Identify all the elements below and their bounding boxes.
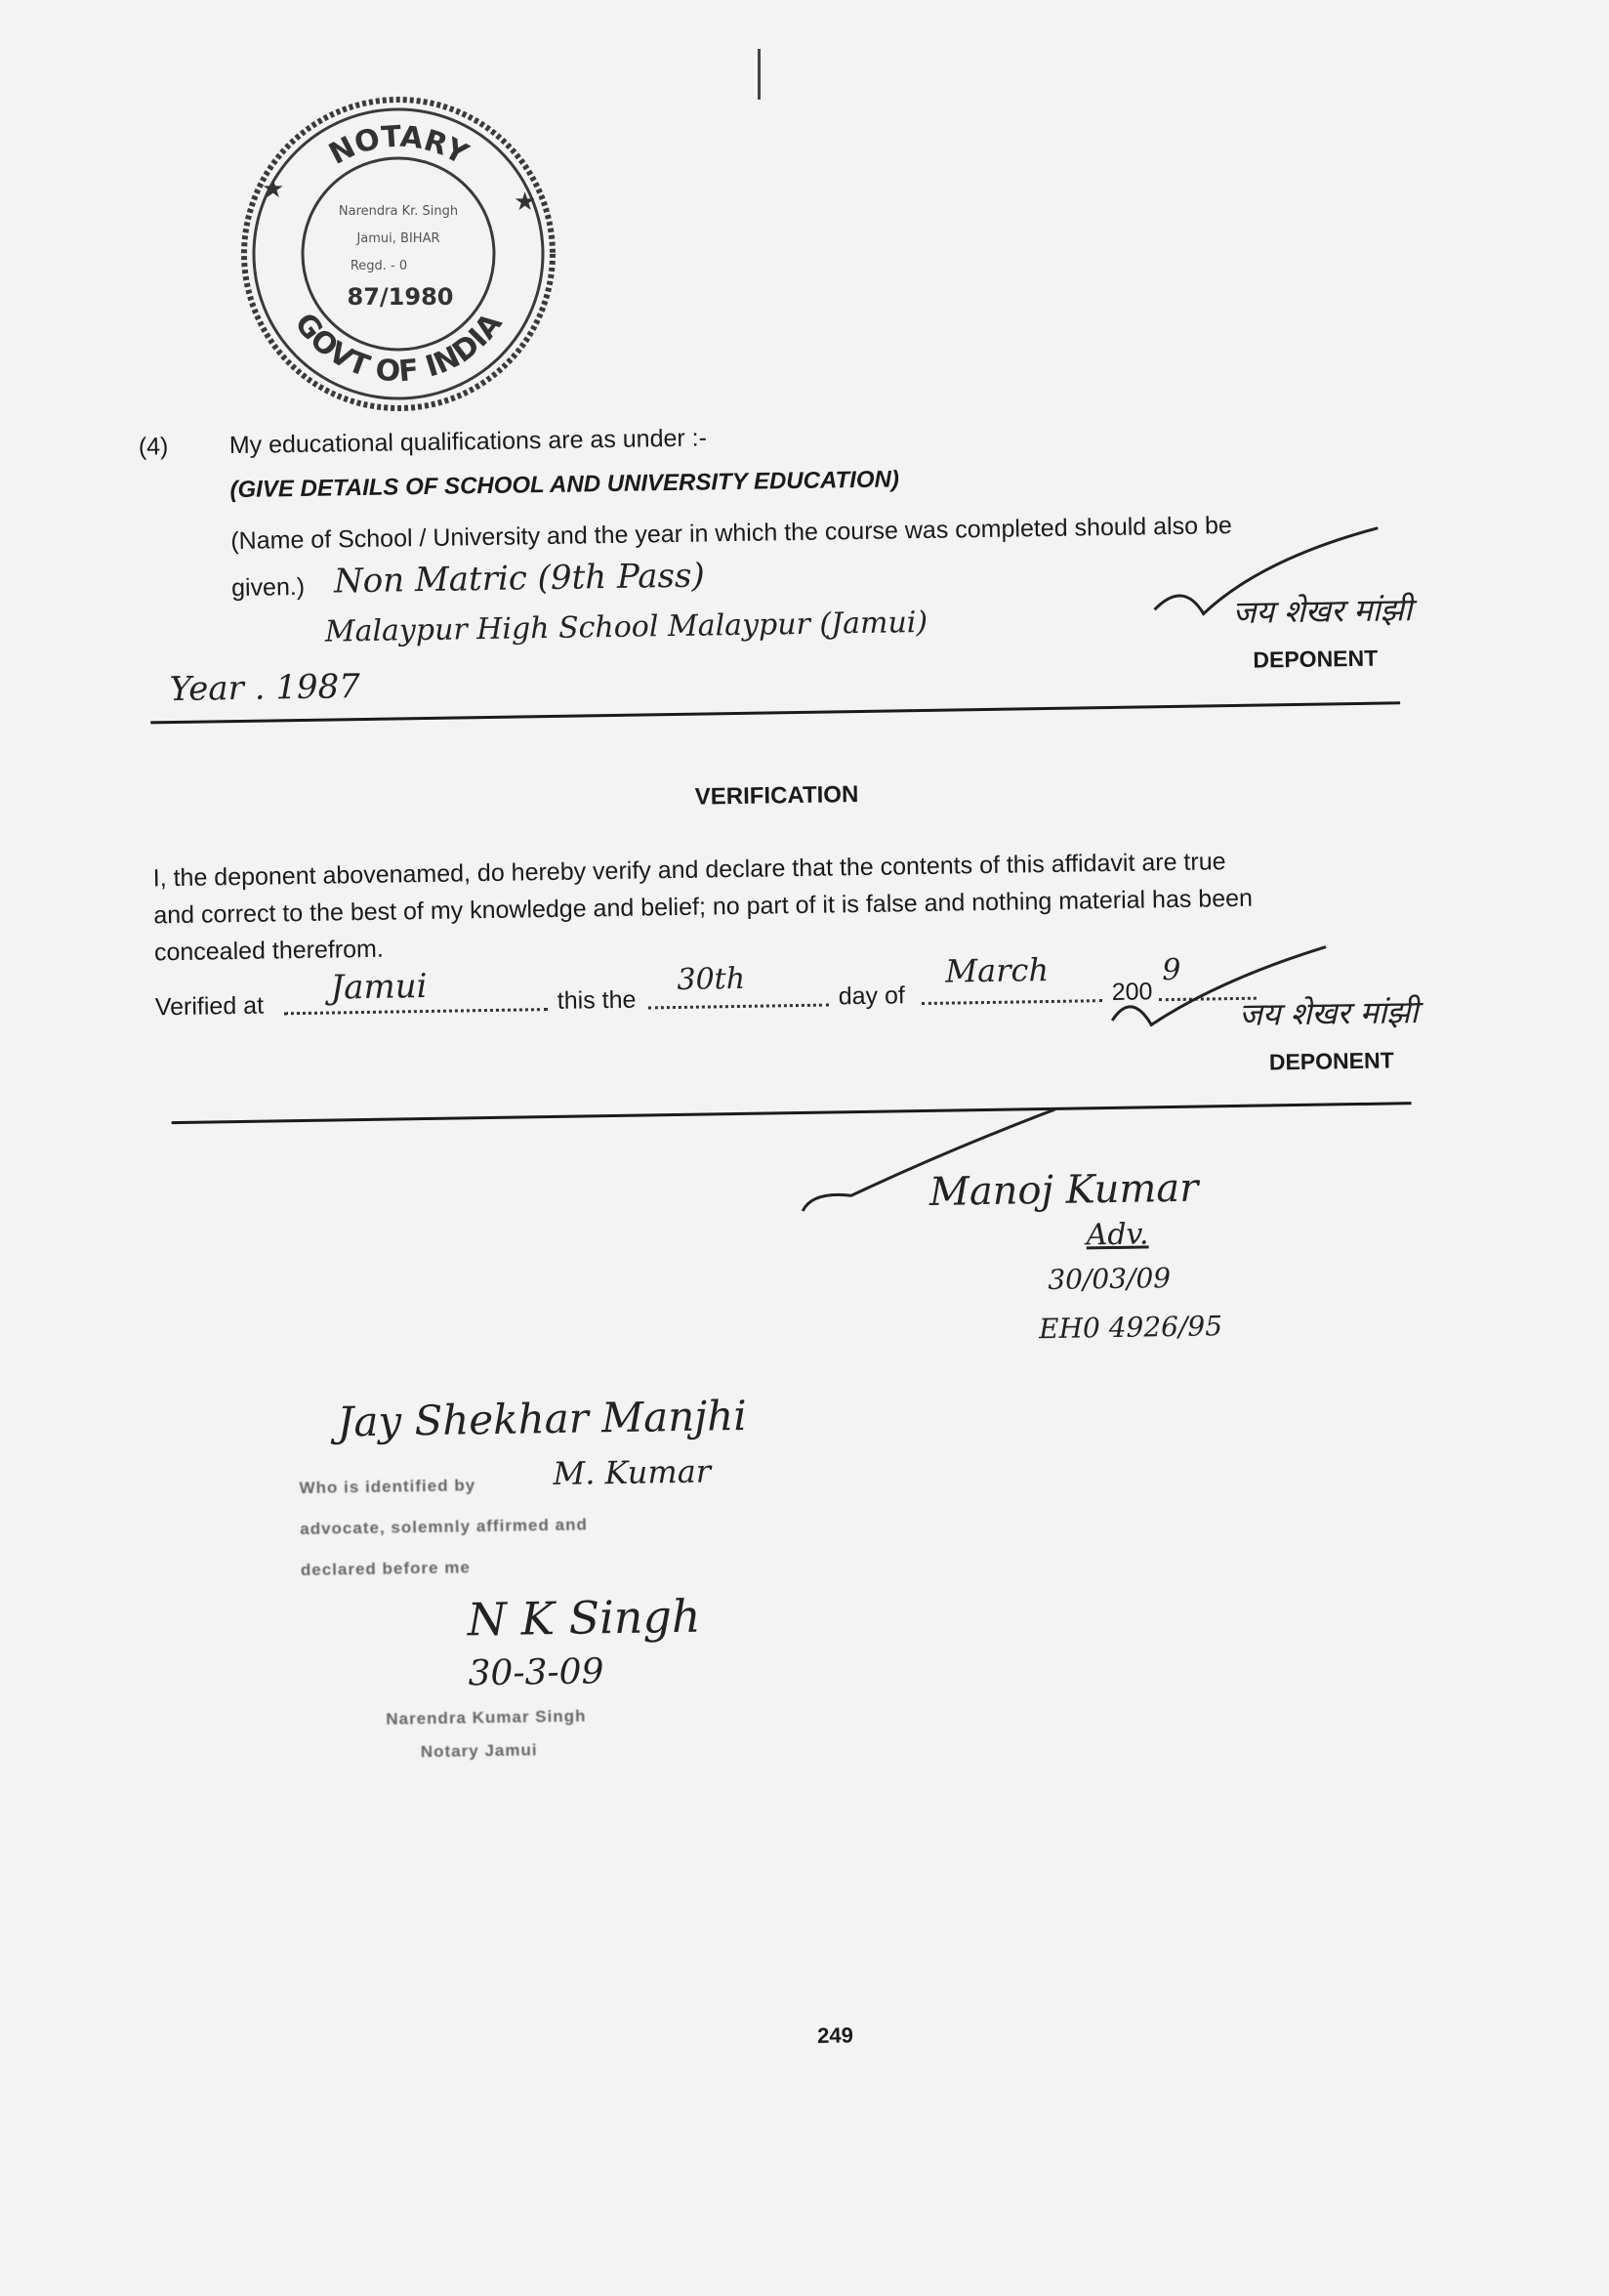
attestation-printed-line2: advocate, solemnly affirmed and [300,1515,588,1539]
verified-at-dots [284,1008,548,1015]
attestation-deponent-name: Jay Shekhar Manjhi [337,1391,748,1446]
day-of-dots [922,999,1102,1005]
this-the-label: this the [557,985,637,1015]
advocate-name: Manoj Kumar [928,1165,1199,1215]
advocate-enrolment: EH0 4926/95 [1038,1310,1223,1346]
notary-printed-title: Notary Jamui [420,1740,538,1762]
section-note-line1: (Name of School / University and the year in which the course was completed should also be [230,511,1232,556]
handwritten-day: 30th [677,961,746,997]
verified-at-label: Verified at [154,991,265,1022]
section-heading: My educational qualifications are as under :- [228,424,708,460]
section-note-line2: given.) [230,572,306,603]
year-prefix: 200 [1111,978,1153,1006]
deponent-label-1: DEPONENT [1253,645,1379,673]
page-number: 249 [816,2023,854,2048]
seal-star-left: ★ [262,174,285,203]
this-the-dots [648,1004,829,1010]
handwritten-month: March [945,950,1050,990]
deponent-signature: जय शेखर मांझी [1232,591,1413,631]
seal-star-right: ★ [514,187,537,216]
handwritten-place: Jamui [330,967,428,1008]
verification-line2: and correct to the best of my knowledge and belief; no part of it is false and nothing material has been [153,884,1254,930]
verification-title: VERIFICATION [694,781,859,811]
section-number: (4) [138,433,169,461]
notary-printed-name: Narendra Kumar Singh [386,1706,587,1729]
seal-inner-line3: Regd. - 0 [350,259,408,273]
attestation-identifier: M. Kumar [553,1452,712,1493]
seal-inner-line2: Jamui, BIHAR [356,231,440,246]
verification-signature: जय शेखर मांझी [1238,993,1419,1033]
deponent-label-2: DEPONENT [1268,1047,1394,1075]
seal-inner-line4: 87/1980 [347,283,454,311]
seal-bottom-text: GOVT OF INDIA [287,307,510,390]
attestation-printed-line1: Who is identified by [299,1476,476,1498]
verification-line1: I, the deponent abovenamed, do hereby verify and declare that the contents of this affidavit are true [152,848,1226,893]
handwritten-year: Year . 1987 [169,667,361,710]
seal-top-text: NOTARY [323,119,474,172]
handwritten-qualification: Non Matric (9th Pass) [333,556,705,602]
day-of-label: day of [838,981,906,1011]
notary-date: 30-3-09 [468,1651,604,1694]
seal-inner-line1: Narendra Kr. Singh [338,204,459,219]
notary-signature: N K Singh [467,1589,701,1647]
handwritten-year-digit: 9 [1162,952,1181,988]
section-instruction: (GIVE DETAILS OF SCHOOL AND UNIVERSITY EDUCATION) [229,466,900,504]
verification-line3: concealed therefrom. [153,935,385,967]
handwritten-school: Malaypur High School Malaypur (Jamui) [324,605,928,649]
attestation-printed-line3: declared before me [300,1558,471,1580]
advocate-date: 30/03/09 [1048,1262,1172,1297]
advocate-title: Adv. [1086,1217,1149,1253]
